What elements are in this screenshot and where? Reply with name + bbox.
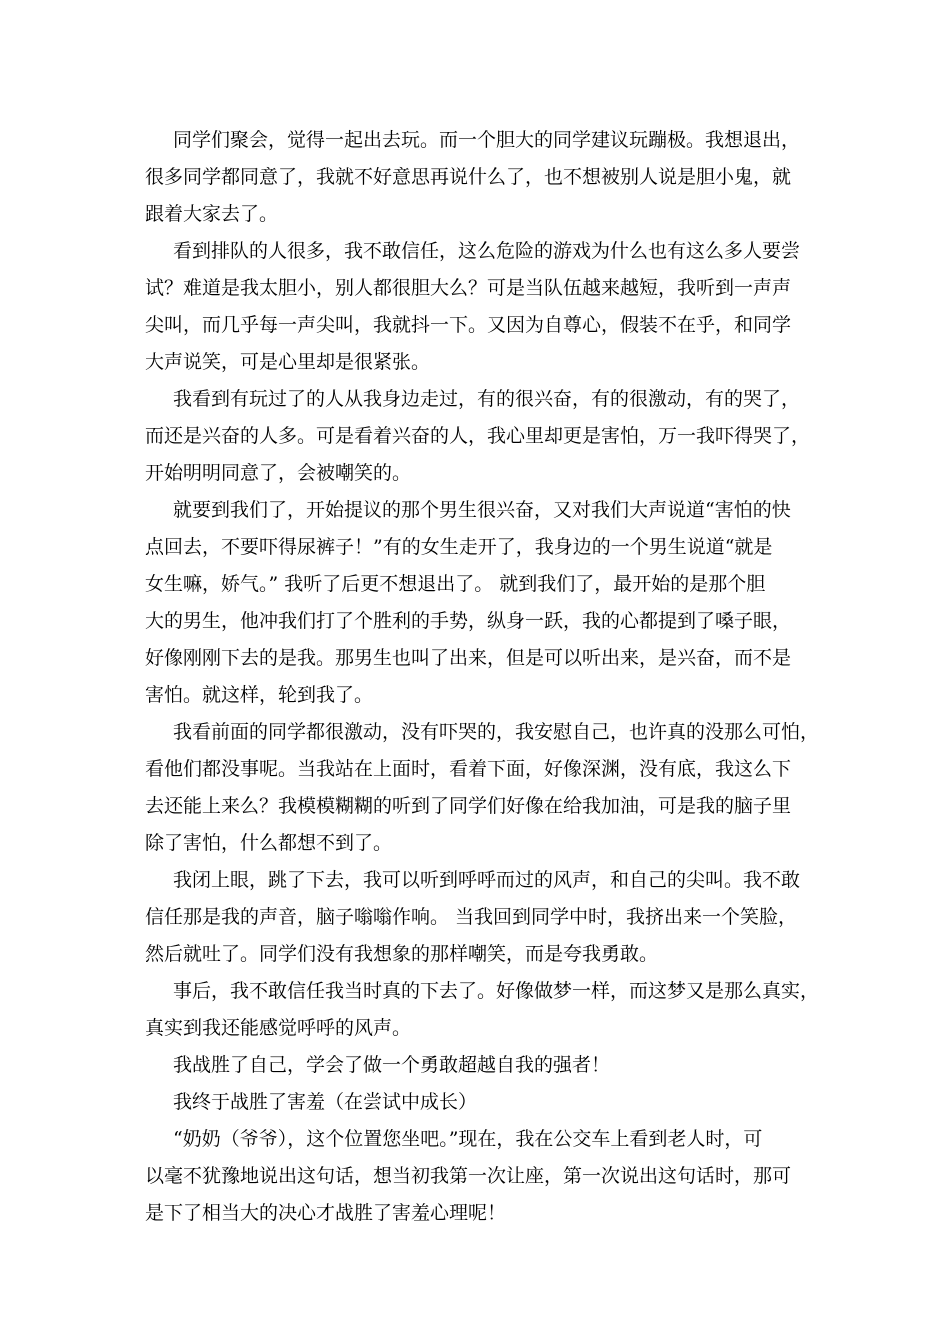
text-line: 就要到我们了，开始提议的那个男生很兴奋，又对我们大声说道“害怕的快 (173, 499, 791, 521)
text-line: 我看到有玩过了的人从我身边走过，有的很兴奋，有的很激动，有的哭了， (173, 388, 801, 410)
text-line: 我看前面的同学都很激动，没有吓哭的，我安慰自己，也许真的没那么可怕， (173, 721, 820, 743)
text-line: 以毫不犹豫地说出这句话，想当初我第一次让座，第一次说出这句话时，那可 (145, 1165, 792, 1187)
text-line: 我闭上眼，跳了下去，我可以听到呼呼而过的风声，和自己的尖叫。我不敢 (173, 869, 801, 891)
text-line: 害怕。就这样，轮到我了。 (145, 684, 374, 706)
section-heading: 我终于战胜了害羞（在尝试中成长） (173, 1091, 478, 1113)
text-line: 看他们都没事呢。当我站在上面时，看着下面，好像深渊，没有底，我这么下 (145, 758, 792, 780)
text-line: 很多同学都同意了，我就不好意思再说什么了，也不想被别人说是胆小鬼，就 (145, 166, 792, 188)
document-body (145, 122, 820, 1232)
text-line: 信任那是我的声音，脑子嗡嗡作响。 当我回到同学中时，我挤出来一个笑脸， (145, 906, 798, 928)
text-line: 好像刚刚下去的是我。那男生也叫了出来，但是可以听出来，是兴奋，而不是 (145, 647, 792, 669)
text-line: 跟着大家去了。 (145, 203, 279, 225)
text-line: 我战胜了自己，学会了做一个勇敢超越自我的强者！ (173, 1054, 611, 1076)
text-line: 开始明明同意了，会被嘲笑的。 (145, 462, 412, 484)
text-line: 女生嘛，娇气。” 我听了后更不想退出了。 就到我们了，最开始的是那个胆 (145, 573, 766, 595)
text-line: 试？难道是我太胆小，别人都很胆大么？可是当队伍越来越短，我听到一声声 (145, 277, 792, 299)
text-line: 真实到我还能感觉呼呼的风声。 (145, 1017, 412, 1039)
text-line: 事后，我不敢信任我当时真的下去了。好像做梦一样，而这梦又是那么真实， (173, 980, 820, 1002)
text-line: 而还是兴奋的人多。可是看着兴奋的人，我心里却更是害怕，万一我吓得哭了， (145, 425, 811, 447)
text-line: 然后就吐了。同学们没有我想象的那样嘲笑，而是夸我勇敢。 (145, 943, 659, 965)
text-line: 尖叫，而几乎每一声尖叫，我就抖一下。又因为自尊心，假装不在乎，和同学 (145, 314, 792, 336)
text-line: 同学们聚会，觉得一起出去玩。而一个胆大的同学建议玩蹦极。我想退出， (173, 129, 801, 151)
text-line: 大声说笑，可是心里却是很紧张。 (145, 351, 431, 373)
text-line: 点回去，不要吓得尿裤子！”有的女生走开了，我身边的一个男生说道“就是 (145, 536, 773, 558)
text-line: 大的男生，他冲我们打了个胜利的手势，纵身一跃，我的心都提到了嗓子眼， (145, 610, 792, 632)
text-line: 看到排队的人很多，我不敢信任，这么危险的游戏为什么也有这么多人要尝 (173, 240, 801, 262)
text-line: 去还能上来么？我模模糊糊的听到了同学们好像在给我加油，可是我的脑子里 (145, 795, 792, 817)
text-line: 是下了相当大的决心才战胜了害羞心理呢！ (145, 1202, 507, 1224)
text-line: 除了害怕，什么都想不到了。 (145, 832, 393, 854)
text-line: “奶奶（爷爷），这个位置您坐吧。”现在，我在公交车上看到老人时，可 (173, 1128, 763, 1150)
